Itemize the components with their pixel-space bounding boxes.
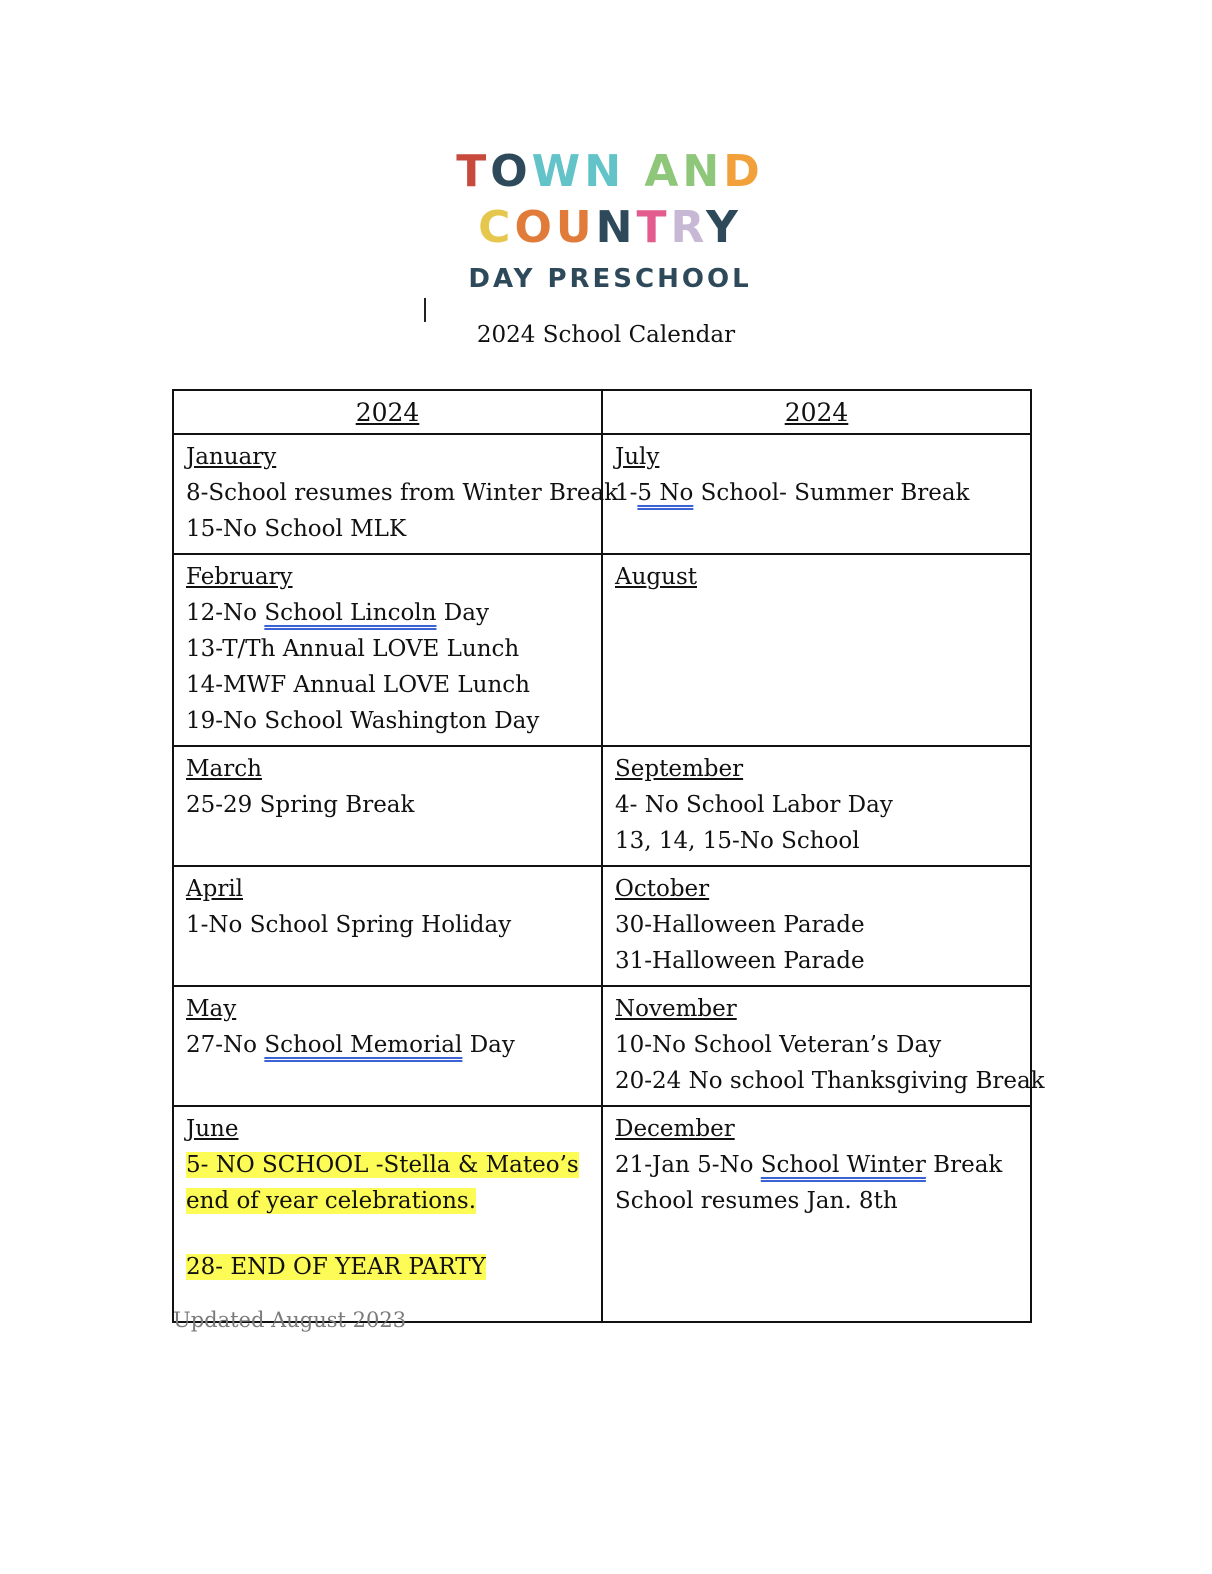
- event-text: 13-T/Th Annual LOVE Lunch: [186, 636, 520, 662]
- logo-letter: T: [456, 146, 491, 197]
- event-line: [615, 823, 1018, 859]
- event-text: 10-No School Veteran’s Day: [615, 1032, 942, 1058]
- logo-letter: N: [584, 146, 626, 197]
- blank-line: [186, 1219, 589, 1249]
- logo-letter: U: [555, 202, 596, 253]
- event-text: 1-: [615, 480, 638, 506]
- event-line: [615, 943, 1018, 979]
- event-line: [615, 1147, 1018, 1183]
- logo-letter: Y: [705, 202, 742, 253]
- event-text: School resumes Jan. 8th: [615, 1188, 898, 1214]
- event-text: 1-No School Spring Holiday: [186, 912, 512, 938]
- logo-letter: [625, 146, 644, 197]
- logo-letter: O: [514, 202, 556, 253]
- event-text: 20-24 No school Thanksgiving Break: [615, 1068, 1045, 1094]
- month-heading: October: [615, 876, 710, 902]
- calendar-row: [173, 746, 1031, 866]
- event-line: [186, 511, 589, 547]
- month-heading: January: [186, 444, 277, 470]
- logo-letter: O: [490, 146, 532, 197]
- spellcheck-underlined-text: School Winter: [760, 1152, 926, 1178]
- event-line: [186, 475, 619, 511]
- calendar-table: [172, 389, 1045, 1323]
- header-cell-right: [602, 390, 1031, 434]
- event-line: [186, 631, 589, 667]
- event-text: 19-No School Washington Day: [186, 708, 540, 734]
- calendar-row: [173, 434, 1031, 554]
- event-text: 14-MWF Annual LOVE Lunch: [186, 672, 530, 698]
- event-text: Day: [436, 600, 489, 626]
- logo-letter: C: [478, 202, 515, 253]
- month-heading: November: [615, 996, 737, 1022]
- event-line: [615, 1063, 1045, 1099]
- school-logo: [440, 146, 780, 294]
- logo-letter: T: [636, 202, 671, 253]
- event-text: 8-School resumes from Winter Break: [186, 480, 619, 506]
- spellcheck-underlined-text: 5 No: [637, 480, 694, 506]
- event-line: [615, 787, 1018, 823]
- month-cell: [173, 1106, 602, 1322]
- event-text: 21-Jan 5-No: [615, 1152, 761, 1178]
- footer-updated-note: Updated August 2023: [173, 1308, 407, 1332]
- month-heading: March: [186, 756, 262, 782]
- event-text: Break: [925, 1152, 1003, 1178]
- event-text: 31-Halloween Parade: [615, 948, 865, 974]
- month-cell: [602, 866, 1031, 986]
- calendar-row: [173, 554, 1031, 746]
- logo-letter: N: [682, 146, 724, 197]
- event-line: [186, 703, 589, 739]
- month-heading: September: [615, 756, 744, 782]
- logo-line-day-preschool: DAY PRESCHOOL: [468, 264, 752, 294]
- month-cell: [173, 866, 602, 986]
- event-line: [186, 1249, 589, 1285]
- month-heading: February: [186, 564, 293, 590]
- header-cell-left: [173, 390, 602, 434]
- month-heading: May: [186, 996, 237, 1022]
- event-text: 12-No: [186, 600, 265, 626]
- year-heading-right: 2024: [784, 397, 849, 427]
- event-line: [615, 1027, 1018, 1063]
- month-cell: [173, 986, 602, 1106]
- logo-letter: D: [723, 146, 764, 197]
- month-cell: [602, 746, 1031, 866]
- event-text: 27-No: [186, 1032, 265, 1058]
- spellcheck-underlined-text: School Lincoln: [264, 600, 437, 626]
- highlighted-text: end of year celebrations.: [186, 1188, 477, 1214]
- event-line: [186, 1027, 589, 1063]
- month-cell: [173, 746, 602, 866]
- text-cursor: [424, 298, 426, 322]
- event-line: [186, 1147, 589, 1183]
- event-line: [186, 907, 589, 943]
- highlighted-text: 5- NO SCHOOL -Stella & Mateo’s: [186, 1152, 579, 1178]
- event-line: [186, 667, 589, 703]
- event-text: 15-No School MLK: [186, 516, 407, 542]
- month-cell: [602, 1106, 1031, 1322]
- event-line: [615, 907, 1018, 943]
- calendar-row: [173, 986, 1031, 1106]
- document-title: 2024 School Calendar: [476, 322, 736, 348]
- logo-letter: W: [531, 146, 585, 197]
- highlighted-text: 28- END OF YEAR PARTY: [186, 1254, 486, 1280]
- event-line: [186, 595, 589, 631]
- event-text: 4- No School Labor Day: [615, 792, 893, 818]
- header-row: [173, 390, 1031, 434]
- event-text: 30-Halloween Parade: [615, 912, 865, 938]
- month-heading: April: [186, 876, 244, 902]
- event-line: [186, 787, 589, 823]
- month-heading: August: [615, 564, 698, 590]
- event-text: Day: [462, 1032, 515, 1058]
- calendar-row: [173, 1106, 1031, 1322]
- logo-letter: R: [670, 202, 706, 253]
- month-heading: December: [615, 1116, 735, 1142]
- month-cell: [602, 986, 1045, 1106]
- event-line: [615, 475, 1018, 511]
- year-heading-left: 2024: [355, 397, 420, 427]
- logo-letter: N: [595, 202, 637, 253]
- event-line: [186, 1183, 589, 1219]
- logo-letter: A: [644, 146, 683, 197]
- month-heading: June: [186, 1116, 239, 1142]
- month-cell: [602, 554, 1031, 746]
- calendar-row: [173, 866, 1031, 986]
- event-text: 13, 14, 15-No School: [615, 828, 860, 854]
- logo-line-town-and: [440, 146, 780, 206]
- month-cell: [602, 434, 1031, 554]
- spellcheck-underlined-text: School Memorial: [264, 1032, 463, 1058]
- logo-line-country: [440, 202, 780, 262]
- month-cell: [173, 554, 602, 746]
- month-heading: July: [615, 444, 660, 470]
- event-line: [615, 1183, 1018, 1219]
- event-text: School- Summer Break: [693, 480, 970, 506]
- month-cell: [173, 434, 619, 554]
- event-text: 25-29 Spring Break: [186, 792, 415, 818]
